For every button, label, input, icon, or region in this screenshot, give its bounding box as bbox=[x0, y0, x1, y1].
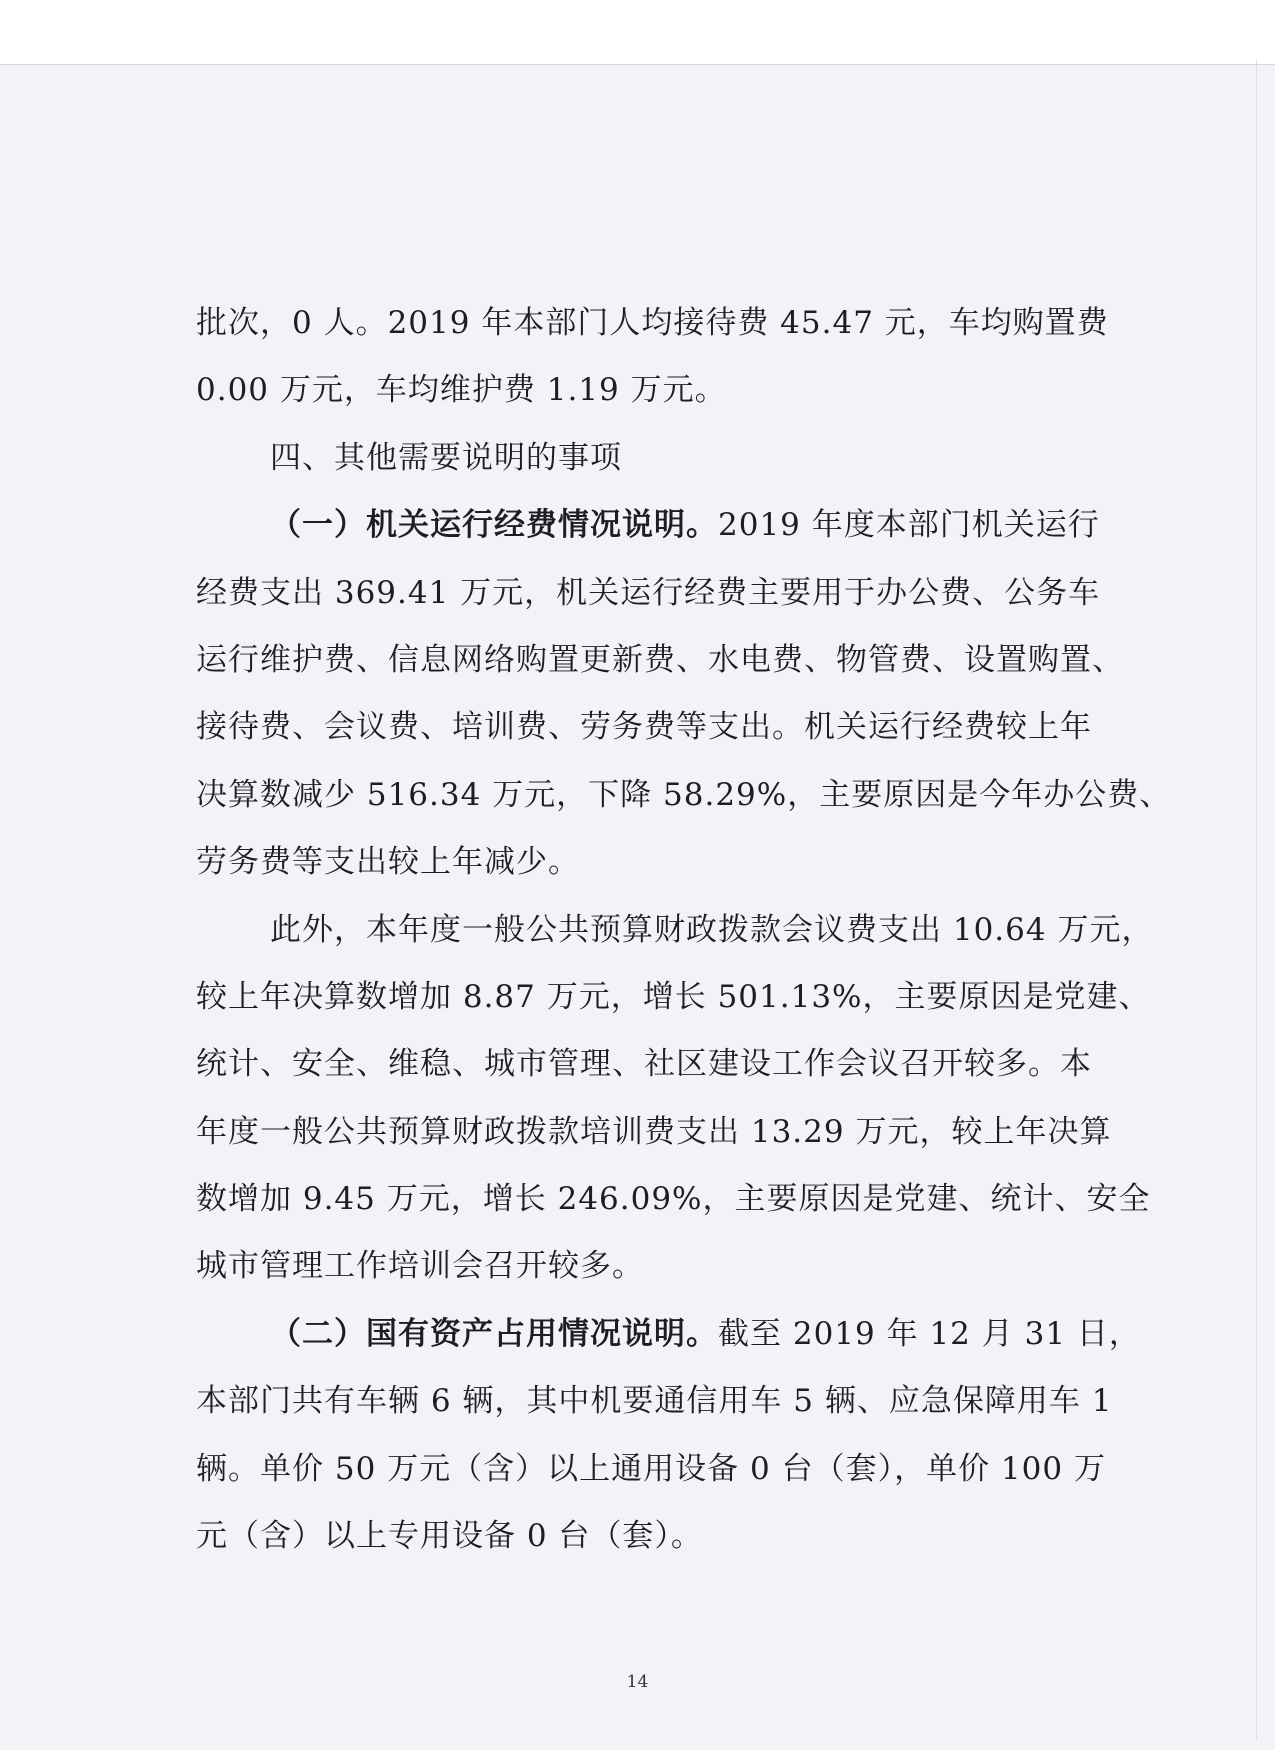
text-line: 运行维护费、信息网络购置更新费、水电费、物管费、设置购置、 bbox=[196, 641, 1124, 678]
text-line: 年度一般公共预算财政拨款培训费支出 13.29 万元，较上年决算 bbox=[196, 1113, 1112, 1150]
text-line: 决算数减少 516.34 万元，下降 58.29%，主要原因是今年办公费、 bbox=[196, 776, 1172, 813]
text-line: 经费支出 369.41 万元，机关运行经费主要用于办公费、公务车 bbox=[196, 574, 1101, 611]
subsection-title: （二）国有资产占用情况说明。 bbox=[270, 1315, 718, 1352]
heading-text: 四、其他需要说明的事项 bbox=[270, 439, 622, 476]
text-line: 批次，0 人。2019 年本部门人均接待费 45.47 元，车均购置费 bbox=[196, 305, 1109, 341]
body-text bbox=[196, 290, 1172, 1570]
text-line: 辆。单价 50 万元（含）以上通用设备 0 台（套），单价 100 万 bbox=[196, 1450, 1106, 1487]
subsection-title: （一）机关运行经费情况说明。 bbox=[270, 507, 718, 544]
text-line: 此外，本年度一般公共预算财政拨款会议费支出 10.64 万元， bbox=[270, 911, 1154, 948]
text-line: 本部门共有车辆 6 辆，其中机要通信用车 5 辆、应急保障用车 1 bbox=[196, 1383, 1113, 1420]
text-line: 元（含）以上专用设备 0 台（套）。 bbox=[196, 1518, 703, 1555]
subsection-text: 截至 2019 年 12 月 31 日， bbox=[718, 1315, 1141, 1352]
text-line: 接待费、会议费、培训费、劳务费等支出。机关运行经费较上年 bbox=[196, 709, 1092, 746]
scan-margin-line bbox=[1256, 60, 1257, 1740]
text-line: 0.00 万元，车均维护费 1.19 万元。 bbox=[196, 372, 727, 409]
text-line: 统计、安全、维稳、城市管理、社区建设工作会议召开较多。本 bbox=[196, 1046, 1092, 1083]
subsection-line bbox=[196, 1301, 1156, 1368]
scan-top-edge bbox=[0, 0, 1275, 65]
subsection-text: 2019 年度本部门机关运行 bbox=[718, 507, 1100, 544]
subsection-line bbox=[196, 492, 1156, 559]
text-line: 劳务费等支出较上年减少。 bbox=[196, 844, 580, 881]
text-line: 城市管理工作培训会召开较多。 bbox=[196, 1248, 644, 1285]
section-heading bbox=[196, 425, 1156, 492]
text-line: 数增加 9.45 万元，增长 246.09%，主要原因是党建、统计、安全 bbox=[196, 1181, 1151, 1218]
text-line: 较上年决算数增加 8.87 万元，增长 501.13%，主要原因是党建、 bbox=[196, 978, 1151, 1015]
page-number: 14 bbox=[626, 1672, 649, 1692]
